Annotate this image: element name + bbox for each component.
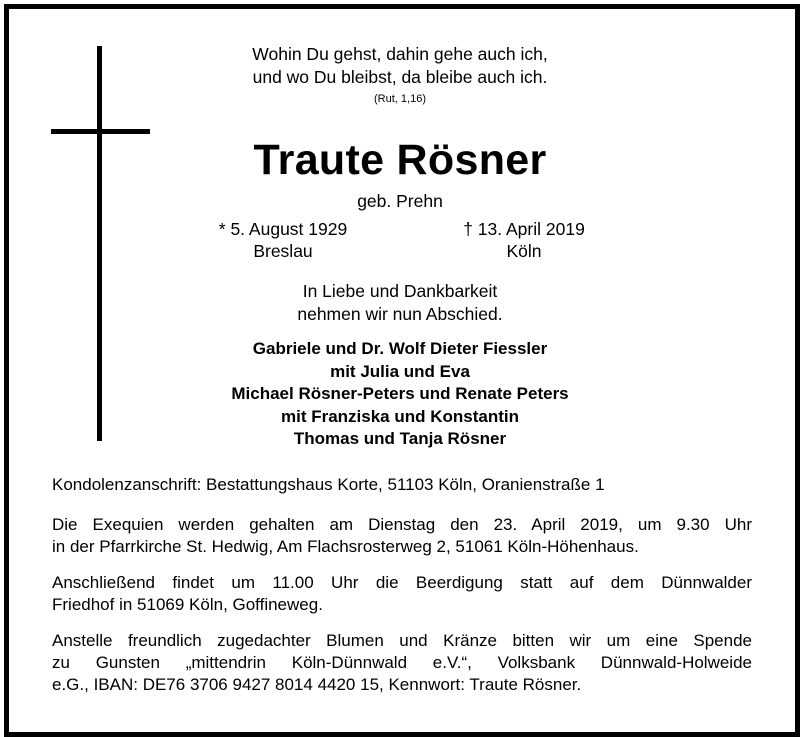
birth-place: Breslau (253, 241, 313, 261)
mourner-line: mit Franziska und Konstantin (280, 406, 520, 426)
burial-notice (52, 572, 752, 616)
mourner-line: Gabriele und Dr. Wolf Dieter Fiessler (252, 339, 548, 358)
donation-notice (52, 630, 752, 696)
service-line: in der Pfarrkirche St. Hedwig, Am Flachsrosterweg 2, 51061 Köln-Höhenhaus. (52, 537, 639, 556)
deceased-name: Traute Rösner (253, 136, 547, 184)
burial-line: Anschließend findet um 11.00 Uhr die Beerdigung statt auf dem Dünnwalder (52, 573, 752, 592)
death-info (429, 218, 619, 262)
birth-date: * 5. August 1929 (218, 219, 348, 239)
mourner-line: Michael Rösner-Peters und Renate Peters (231, 384, 569, 403)
farewell-text (150, 280, 650, 326)
donation-line: Anstelle freundlich zugedachter Blumen und Kränze bitten wir um eine Spende (52, 631, 752, 650)
mourner-line: Thomas und Tanja Rösner (293, 429, 507, 448)
service-line: Die Exequien werden gehalten am Dienstag den 23. April 2019, um 9.30 Uhr (52, 515, 752, 534)
farewell-line: In Liebe und Dankbarkeit (302, 281, 498, 301)
donation-line: e.G., IBAN: DE76 3706 9427 8014 4420 15, Kennwort: Traute Rösner. (52, 675, 582, 694)
verse-source: (Rut, 1,16) (374, 93, 426, 105)
service-notice (52, 514, 752, 558)
mourner-line: mit Julia und Eva (330, 361, 470, 381)
mourners-list (150, 338, 650, 451)
farewell-line: nehmen wir nun Abschied. (297, 304, 503, 324)
condolence-address: Kondolenzanschrift: Bestattungshaus Korte, 51103 Köln, Oranienstraße 1 (52, 475, 605, 494)
birth-name: geb. Prehn (357, 191, 443, 211)
death-place: Köln (506, 241, 542, 261)
death-date: † 13. April 2019 (463, 219, 585, 239)
verse-line: Wohin Du gehst, dahin gehe auch ich, (252, 44, 548, 64)
donation-line: zu Gunsten „mittendrin Köln-Dünnwald e.V.“, Volksbank Dünnwald-Holweide (52, 653, 752, 672)
burial-line: Friedhof in 51069 Köln, Goffineweg. (52, 595, 323, 614)
verse-line: und wo Du bleibst, da bleibe auch ich. (252, 67, 548, 87)
cross-vertical-beam (97, 46, 102, 441)
birth-info (188, 218, 378, 262)
cross-horizontal-beam (51, 129, 150, 134)
bible-verse (150, 43, 650, 89)
